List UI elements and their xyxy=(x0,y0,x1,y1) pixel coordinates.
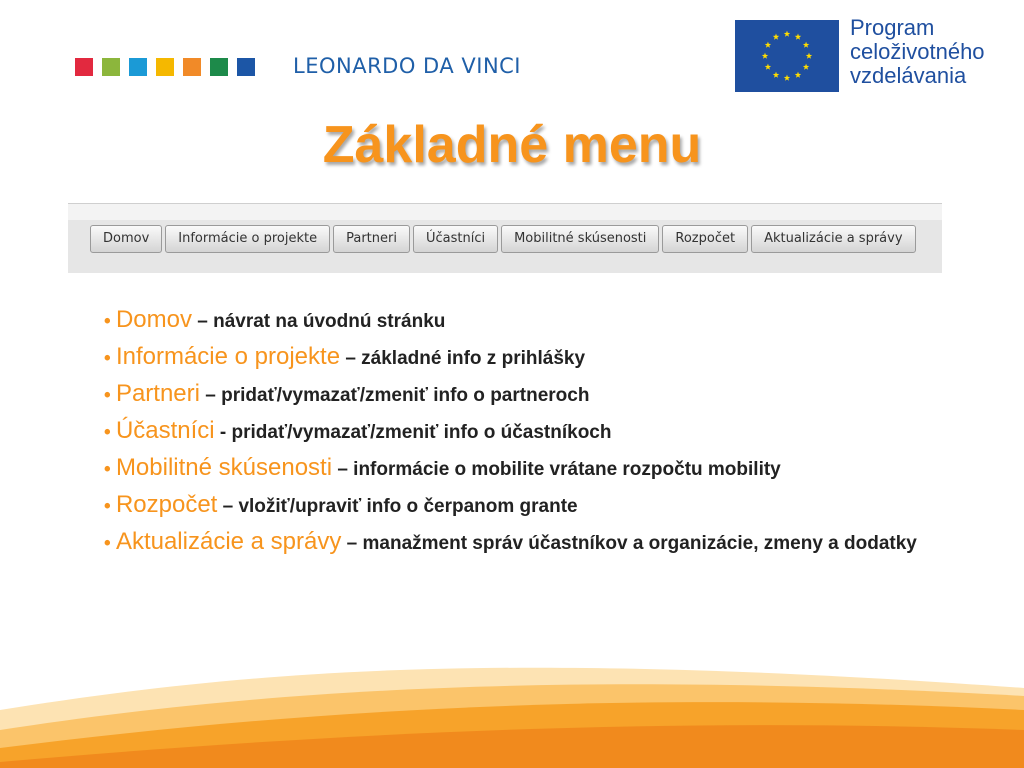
eu-star-icon xyxy=(762,53,768,59)
eu-program-text xyxy=(850,16,985,88)
list-item xyxy=(104,306,934,336)
tab-mobilitne-skusenosti[interactable]: Mobilitné skúsenosti xyxy=(501,225,659,253)
bullet-icon: • xyxy=(104,348,111,369)
item-desc: – manažment správ účastníkov a organizácie, zmeny a dodatky xyxy=(346,533,917,554)
item-desc: – vložiť/upraviť info o čerpanom grante xyxy=(222,496,578,517)
eu-program-line1: Program xyxy=(850,15,935,40)
bullet-icon: • xyxy=(104,385,111,406)
eu-star-icon xyxy=(803,42,809,48)
eu-program-line3: vzdelávania xyxy=(850,63,967,88)
square-blue xyxy=(237,58,255,76)
list-item xyxy=(104,454,934,484)
eu-star-icon xyxy=(795,34,801,40)
eu-star-icon xyxy=(784,31,790,37)
item-desc: – pridať/vymazať/zmeniť info o partneroch xyxy=(205,385,590,406)
eu-star-icon xyxy=(806,53,812,59)
eu-program-line2: celoživotného xyxy=(850,39,985,64)
eu-star-icon xyxy=(803,64,809,70)
list-item xyxy=(104,343,934,373)
tab-partneri[interactable]: Partneri xyxy=(333,225,410,253)
square-darkgreen xyxy=(210,58,228,76)
eu-star-icon xyxy=(765,64,771,70)
item-desc: – návrat na úvodnú stránku xyxy=(197,311,446,332)
tab-ucastnici[interactable]: Účastníci xyxy=(413,225,498,253)
eu-star-icon xyxy=(773,72,779,78)
tab-aktualizacie-a-spravy[interactable]: Aktualizácie a správy xyxy=(751,225,915,253)
item-term: Účastníci xyxy=(115,417,215,444)
leonardo-color-squares xyxy=(75,58,255,76)
list-item xyxy=(104,491,934,521)
item-term: Rozpočet xyxy=(115,491,218,518)
bullet-icon: • xyxy=(104,459,111,480)
tab-rozpocet[interactable]: Rozpočet xyxy=(662,225,748,253)
item-desc: - pridať/vymazať/zmeniť info o účastníkoch xyxy=(219,422,612,443)
tab-domov[interactable]: Domov xyxy=(90,225,162,253)
item-term: Mobilitné skúsenosti xyxy=(115,454,333,481)
tab-informacie-o-projekte[interactable]: Informácie o projekte xyxy=(165,225,330,253)
eu-star-icon xyxy=(773,34,779,40)
menu-strip xyxy=(68,204,942,220)
item-term: Partneri xyxy=(115,380,200,407)
bullet-icon: • xyxy=(104,533,111,554)
bullet-icon: • xyxy=(104,422,111,443)
eu-star-icon xyxy=(765,42,771,48)
menu-screenshot xyxy=(68,203,942,273)
list-item xyxy=(104,380,934,410)
square-red xyxy=(75,58,93,76)
item-desc: – základné info z prihlášky xyxy=(345,348,586,369)
page-title: Základné menu xyxy=(322,116,702,174)
square-orange xyxy=(183,58,201,76)
square-cyan xyxy=(129,58,147,76)
bullet-icon: • xyxy=(104,311,111,332)
item-term: Domov xyxy=(115,306,192,333)
square-yellow xyxy=(156,58,174,76)
list-item xyxy=(104,528,934,558)
item-desc: – informácie o mobilite vrátane rozpočtu mobility xyxy=(337,459,781,480)
decorative-waves xyxy=(0,650,1024,768)
item-term: Aktualizácie a správy xyxy=(115,528,342,555)
eu-star-icon xyxy=(795,72,801,78)
menu-description-list xyxy=(104,306,934,565)
program-name: LEONARDO DA VINCI xyxy=(293,54,522,78)
eu-star-icon xyxy=(784,75,790,81)
menu-bar xyxy=(90,225,916,253)
item-term: Informácie o projekte xyxy=(115,343,341,370)
square-green xyxy=(102,58,120,76)
eu-flag-logo xyxy=(735,20,839,92)
bullet-icon: • xyxy=(104,496,111,517)
list-item xyxy=(104,417,934,447)
